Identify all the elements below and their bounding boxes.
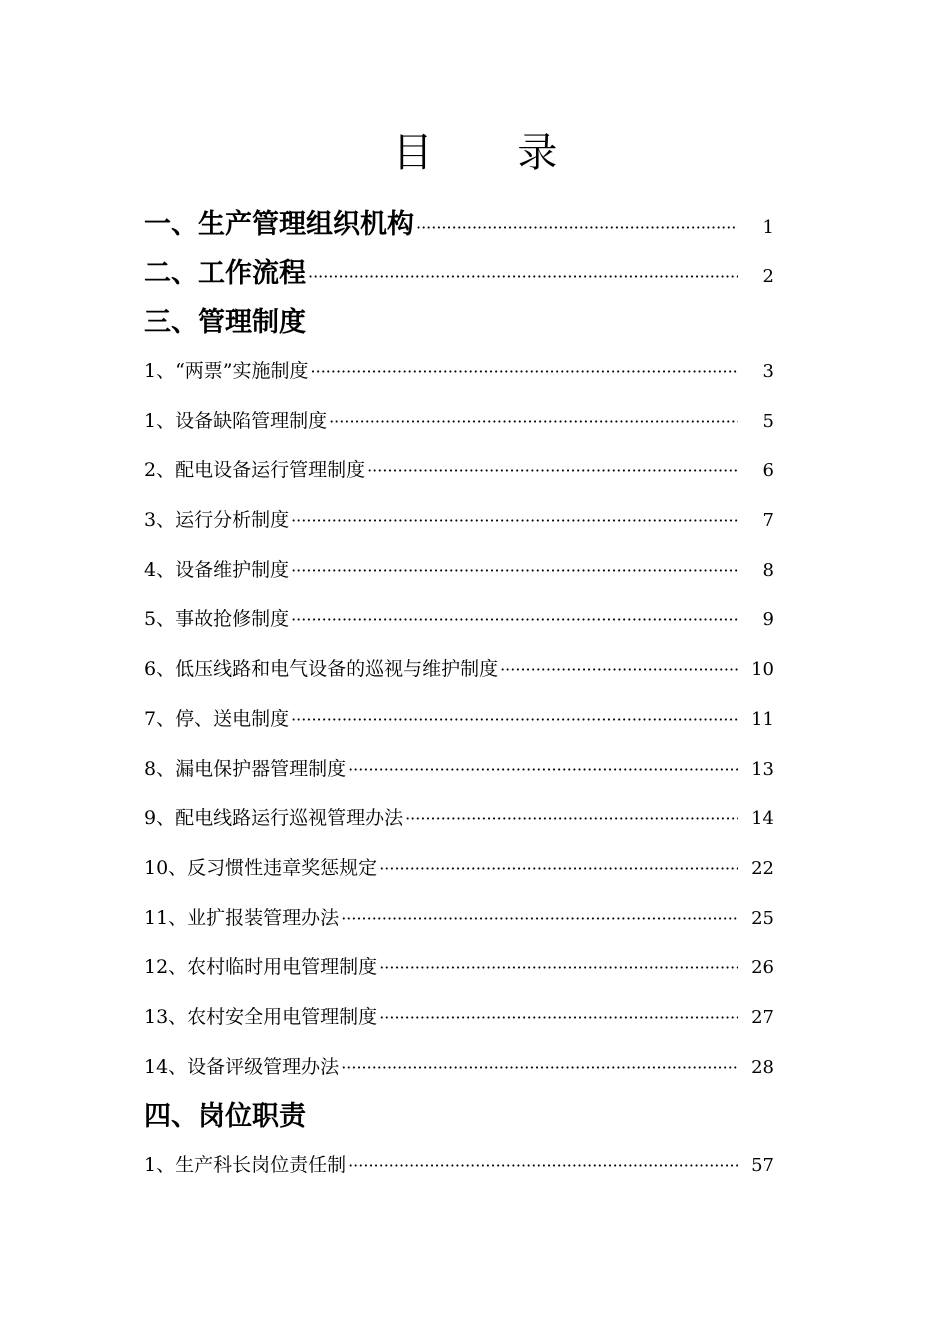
toc-entry-label: 2、配电设备运行管理制度 bbox=[144, 459, 366, 482]
toc-entry[interactable] bbox=[144, 695, 774, 745]
toc-entry[interactable] bbox=[144, 894, 774, 944]
toc-entry-page: 27 bbox=[751, 1006, 774, 1028]
dot-leader bbox=[289, 496, 738, 546]
toc-entry[interactable] bbox=[144, 496, 774, 546]
dot-leader bbox=[339, 1043, 738, 1093]
toc-entry-page: 28 bbox=[751, 1056, 774, 1078]
dot-leader bbox=[346, 1141, 738, 1191]
toc-entry[interactable] bbox=[144, 1043, 774, 1093]
dot-leader bbox=[377, 943, 738, 993]
toc-entry-label: 11、业扩报装管理办法 bbox=[144, 906, 340, 929]
toc-entry[interactable] bbox=[144, 844, 774, 894]
dot-leader bbox=[498, 645, 738, 695]
toc-entry-page: 14 bbox=[751, 808, 774, 830]
toc-entry[interactable] bbox=[144, 645, 774, 695]
toc-entry[interactable] bbox=[144, 993, 774, 1043]
dot-leader bbox=[377, 993, 738, 1043]
toc-entry-page: 25 bbox=[751, 907, 774, 929]
toc-entry[interactable] bbox=[144, 249, 774, 298]
toc-entry-label: 一、生产管理组织机构 bbox=[144, 209, 414, 240]
toc-entry-label: 8、漏电保护器管理制度 bbox=[144, 757, 347, 780]
toc-entry-page: 10 bbox=[751, 659, 774, 681]
toc-entry-label: 7、停、送电制度 bbox=[144, 707, 290, 730]
toc-entry[interactable] bbox=[144, 397, 774, 447]
toc-entry-page: 57 bbox=[751, 1155, 774, 1177]
toc-entry-label: 4、设备维护制度 bbox=[144, 558, 290, 581]
toc-entry-page: 6 bbox=[762, 460, 774, 482]
dot-leader bbox=[289, 695, 738, 745]
page-title: 目 录 bbox=[392, 130, 594, 176]
dot-leader bbox=[377, 844, 738, 894]
dot-leader bbox=[309, 347, 738, 397]
toc-entry-page: 22 bbox=[751, 857, 774, 879]
toc-entry-label: 二、工作流程 bbox=[144, 258, 306, 289]
toc-section-heading bbox=[144, 298, 774, 347]
toc-entry-label: 5、事故抢修制度 bbox=[144, 608, 290, 631]
toc-entry-label: 9、配电线路运行巡视管理办法 bbox=[144, 807, 404, 830]
toc-entry[interactable] bbox=[144, 446, 774, 496]
toc-entry-label: 3、运行分析制度 bbox=[144, 509, 290, 532]
dot-leader bbox=[414, 203, 738, 252]
dot-leader bbox=[289, 595, 738, 645]
toc-entry[interactable] bbox=[144, 347, 774, 397]
toc-section-heading bbox=[144, 1092, 774, 1141]
dot-leader bbox=[289, 546, 738, 596]
toc-entry-label: 14、设备评级管理办法 bbox=[144, 1055, 340, 1078]
toc-entry-page: 8 bbox=[762, 559, 774, 581]
toc-entry-label: 1、设备缺陷管理制度 bbox=[144, 409, 328, 432]
toc-entry[interactable] bbox=[144, 794, 774, 844]
toc-section-label: 三、管理制度 bbox=[144, 307, 306, 338]
dot-leader bbox=[339, 894, 738, 944]
toc-entry-label: 12、农村临时用电管理制度 bbox=[144, 956, 378, 979]
toc-entry[interactable] bbox=[144, 943, 774, 993]
toc-entry-page: 13 bbox=[751, 758, 774, 780]
dot-leader bbox=[365, 446, 738, 496]
dot-leader bbox=[346, 745, 738, 795]
toc-entry-page: 1 bbox=[762, 217, 774, 238]
toc-entry-label: 1、生产科长岗位责任制 bbox=[144, 1154, 347, 1177]
toc-entry[interactable] bbox=[144, 745, 774, 795]
toc-entry[interactable] bbox=[144, 595, 774, 645]
toc-entry[interactable] bbox=[144, 546, 774, 596]
dot-leader bbox=[306, 252, 738, 301]
toc-entry-page: 5 bbox=[762, 410, 774, 432]
toc-entry-label: 13、农村安全用电管理制度 bbox=[144, 1005, 378, 1028]
toc-entry-label: 6、低压线路和电气设备的巡视与维护制度 bbox=[144, 658, 499, 681]
toc-entry-page: 26 bbox=[751, 957, 774, 979]
toc-entry-page: 2 bbox=[762, 266, 774, 287]
toc-entry-page: 3 bbox=[762, 361, 774, 382]
toc-entry-label: 10、反习惯性违章奖惩规定 bbox=[144, 856, 378, 879]
toc-entry-page: 11 bbox=[751, 708, 774, 730]
toc-entry-label: 1、“两票”实施制度 bbox=[144, 360, 309, 382]
toc-entry[interactable] bbox=[144, 1141, 774, 1191]
dot-leader bbox=[403, 794, 738, 844]
table-of-contents bbox=[144, 200, 774, 1191]
toc-section-label: 四、岗位职责 bbox=[144, 1101, 306, 1133]
toc-entry[interactable] bbox=[144, 200, 774, 249]
toc-entry-page: 9 bbox=[762, 609, 774, 631]
dot-leader bbox=[327, 397, 738, 447]
toc-entry-page: 7 bbox=[762, 510, 774, 532]
